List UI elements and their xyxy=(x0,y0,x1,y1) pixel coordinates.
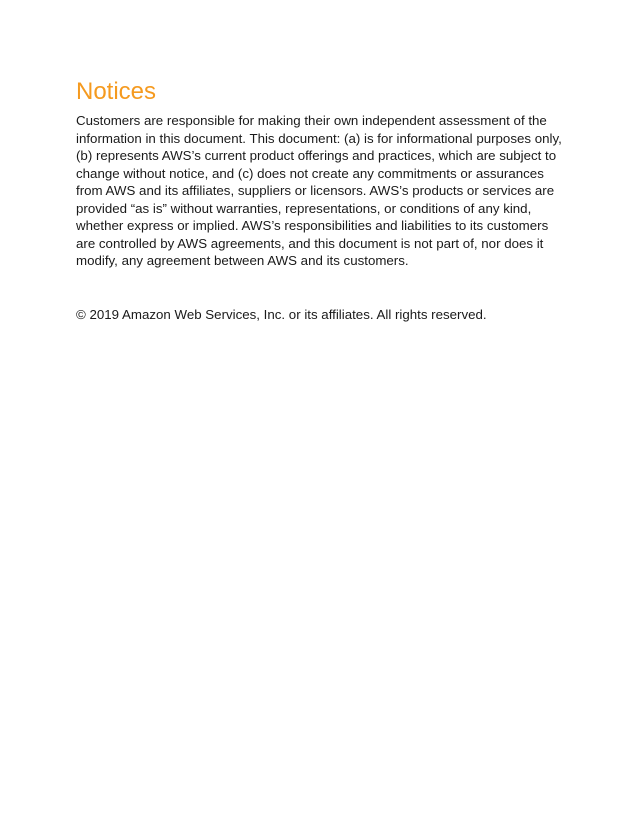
notices-section xyxy=(76,78,562,270)
copyright-notice: © 2019 Amazon Web Services, Inc. or its affiliates. All rights reserved. xyxy=(76,307,487,322)
notices-heading: Notices xyxy=(76,78,157,105)
notices-paragraph: Customers are responsible for making their own independent assessment of the information in this document. This document: (a) is for informational purposes only, (b) represents AWS’s current product offerings and practices, which are subject to change without notice, and (c) does not create any commitments or assurances from AWS and its affiliates, suppliers or licensors. AWS’s products or services are provided “as is” without warranties, representations, or conditions of any kind, whether express or implied. AWS’s responsibilities and liabilities to its customers are controlled by AWS agreements, and this document is not part of, nor does it modify, any agreement between AWS and its customers. xyxy=(76,113,562,268)
